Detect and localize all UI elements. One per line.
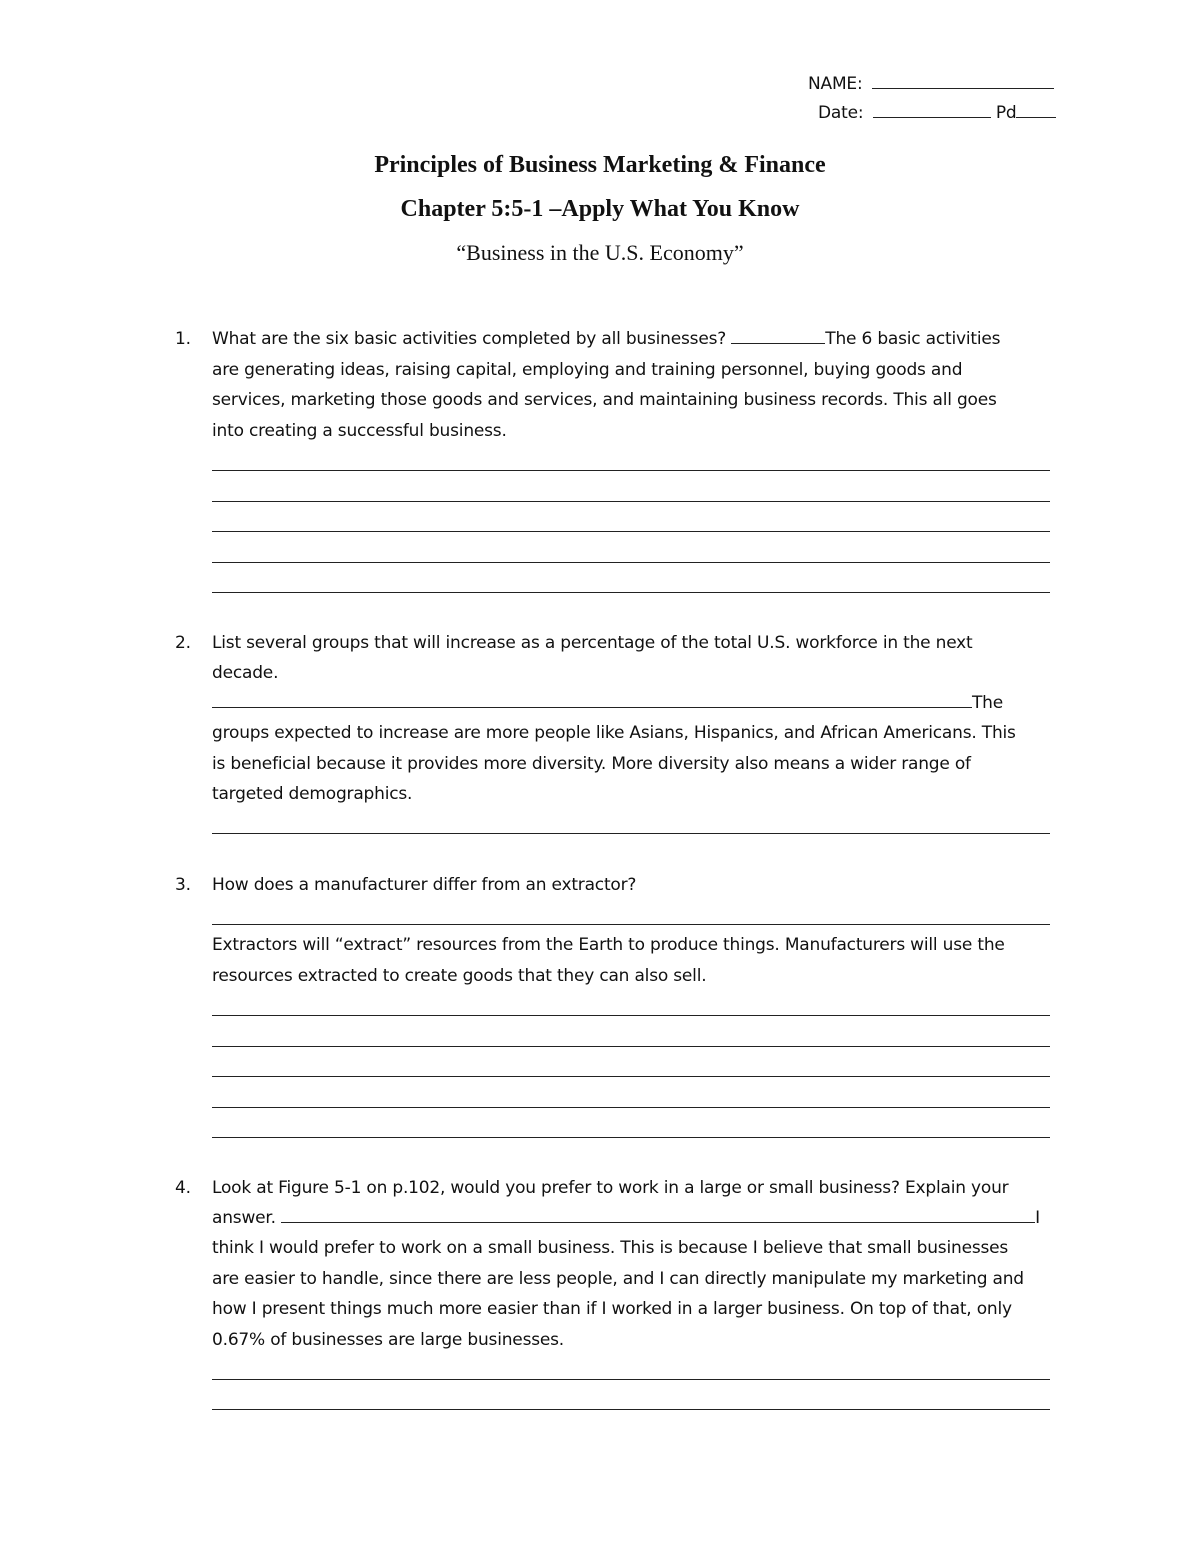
question-1-answer-line-2: are generating ideas, raising capital, employing and training personnel, buying goods and xyxy=(212,360,963,380)
question-4-prompt-end: answer. xyxy=(212,1208,276,1228)
answer-rule[interactable] xyxy=(212,592,1050,593)
answer-rule[interactable] xyxy=(212,470,1050,471)
question-3-answer-line-1: Extractors will “extract” resources from the Earth to produce things. Manufacturers will use the xyxy=(212,935,1005,955)
question-3-number: 3. xyxy=(175,875,191,895)
question-4-answer-start: I xyxy=(1035,1208,1040,1228)
question-2-answer-line-3: is beneficial because it provides more diversity. More diversity also means a wider range of xyxy=(212,754,971,774)
date-label: Date: xyxy=(818,103,864,123)
answer-rule[interactable] xyxy=(212,1015,1050,1016)
period-label: Pd xyxy=(995,103,1017,123)
answer-rule[interactable] xyxy=(212,833,1050,834)
chapter-title: Chapter 5:5-1 –Apply What You Know xyxy=(400,196,800,222)
question-4-answer-line-2: think I would prefer to work on a small business. This is because I believe that small businesses xyxy=(212,1238,1009,1258)
date-line xyxy=(818,103,1056,123)
question-4-answer-line-4: how I present things much more easier than if I worked in a larger business. On top of that, only xyxy=(212,1299,1012,1319)
question-1-number: 1. xyxy=(175,329,191,349)
worksheet-subtitle: “Business in the U.S. Economy” xyxy=(456,240,744,265)
question-3-answer-line-2: resources extracted to create goods that they can also sell. xyxy=(212,966,707,986)
question-4-inline-blank[interactable] xyxy=(281,1208,1035,1223)
answer-rule[interactable] xyxy=(212,531,1050,532)
question-2-inline-blank[interactable] xyxy=(212,693,972,708)
question-4-prompt-line-1: Look at Figure 5-1 on p.102, would you prefer to work in a large or small business? Explain your xyxy=(212,1178,1009,1198)
question-4-answer-line-3: are easier to handle, since there are less people, and I can directly manipulate my marketing and xyxy=(212,1269,1024,1289)
question-2-answer-line-2: groups expected to increase are more people like Asians, Hispanics, and African Americans. This xyxy=(212,723,1016,743)
question-3-prompt: How does a manufacturer differ from an extractor? xyxy=(212,875,637,895)
period-blank[interactable] xyxy=(1016,103,1056,118)
question-1-prompt: What are the six basic activities completed by all businesses? xyxy=(212,329,727,349)
question-1-answer-line-4: into creating a successful business. xyxy=(212,421,507,441)
answer-rule[interactable] xyxy=(212,562,1050,563)
answer-rule[interactable] xyxy=(212,1379,1050,1380)
question-4-prompt-line-2 xyxy=(212,1208,1040,1228)
answer-rule[interactable] xyxy=(212,1107,1050,1108)
answer-rule[interactable] xyxy=(212,1076,1050,1077)
question-4-answer-line-5: 0.67% of businesses are large businesses. xyxy=(212,1330,565,1350)
question-2-answer-start: The xyxy=(972,693,1004,713)
name-label: NAME: xyxy=(808,74,863,94)
worksheet-title: Principles of Business Marketing & Finance xyxy=(374,152,826,178)
question-2-prompt-line-2: decade. xyxy=(212,663,279,683)
date-blank[interactable] xyxy=(873,103,991,118)
question-2-answer-line-4: targeted demographics. xyxy=(212,784,413,804)
question-1-inline-blank[interactable] xyxy=(731,329,825,344)
answer-rule[interactable] xyxy=(212,1409,1050,1410)
name-line xyxy=(808,74,1054,94)
question-1-answer-start: The 6 basic activities xyxy=(825,329,1001,349)
question-2-number: 2. xyxy=(175,633,191,653)
answer-rule[interactable] xyxy=(212,1137,1050,1138)
question-2-prompt-line-1: List several groups that will increase as a percentage of the total U.S. workforce in the next xyxy=(212,633,973,653)
answer-rule[interactable] xyxy=(212,924,1050,925)
question-1-answer-line-3: services, marketing those goods and services, and maintaining business records. This all goes xyxy=(212,390,997,410)
name-blank[interactable] xyxy=(872,74,1054,89)
question-1-line-1 xyxy=(212,329,1000,349)
answer-rule[interactable] xyxy=(212,501,1050,502)
question-2-blank-line xyxy=(212,693,1003,713)
question-4-number: 4. xyxy=(175,1178,191,1198)
answer-rule[interactable] xyxy=(212,1046,1050,1047)
